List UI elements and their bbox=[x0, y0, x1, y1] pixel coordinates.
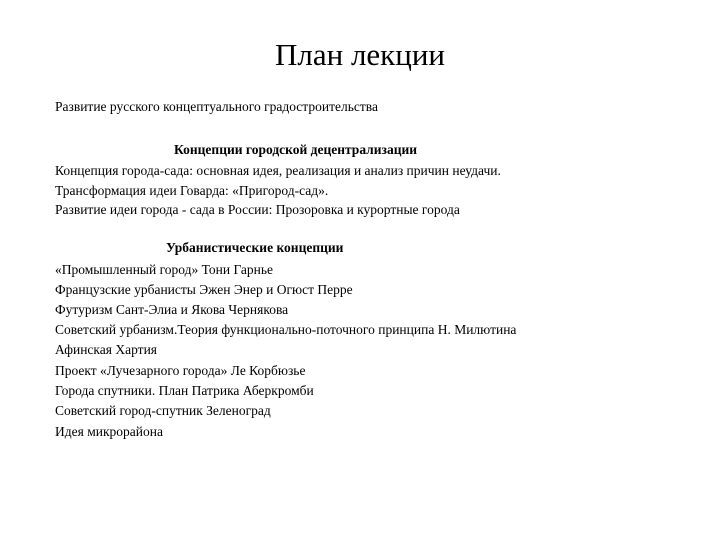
page-title bbox=[0, 38, 720, 72]
list-item: Французские урбанисты Эжен Энер и Огюст Перре bbox=[55, 282, 353, 297]
section1-heading: Концепции городской децентрализации bbox=[174, 142, 418, 157]
list-item: Города спутники. План Патрика Аберкромби bbox=[55, 383, 314, 398]
list-item: Советский урбанизм.Теория функционально-поточного принципа Н. Милютина bbox=[55, 322, 517, 337]
list-item: Афинская Хартия bbox=[55, 342, 158, 357]
list-item: Концепция города-сада: основная идея, реализация и анализ причин неудачи. bbox=[55, 163, 501, 178]
list-item: Футуризм Сант-Элиа и Якова Чернякова bbox=[55, 302, 289, 317]
list-item: Идея микрорайона bbox=[55, 424, 163, 439]
list-item: Трансформация идеи Говарда: «Пригород-сад». bbox=[55, 183, 329, 198]
section2-heading: Урбанистические концепции bbox=[166, 240, 344, 255]
page-title-text: План лекции bbox=[274, 37, 445, 72]
list-item: Проект «Лучезарного города» Ле Корбюзье bbox=[55, 363, 306, 378]
list-item: «Промышленный город» Тони Гарнье bbox=[55, 262, 274, 277]
intro-text: Развитие русского концептуального градостроительства bbox=[55, 99, 378, 114]
list-item: Советский город-спутник Зеленоград bbox=[55, 403, 271, 418]
list-item: Развитие идеи города - сада в России: Прозоровка и курортные города bbox=[55, 202, 460, 217]
